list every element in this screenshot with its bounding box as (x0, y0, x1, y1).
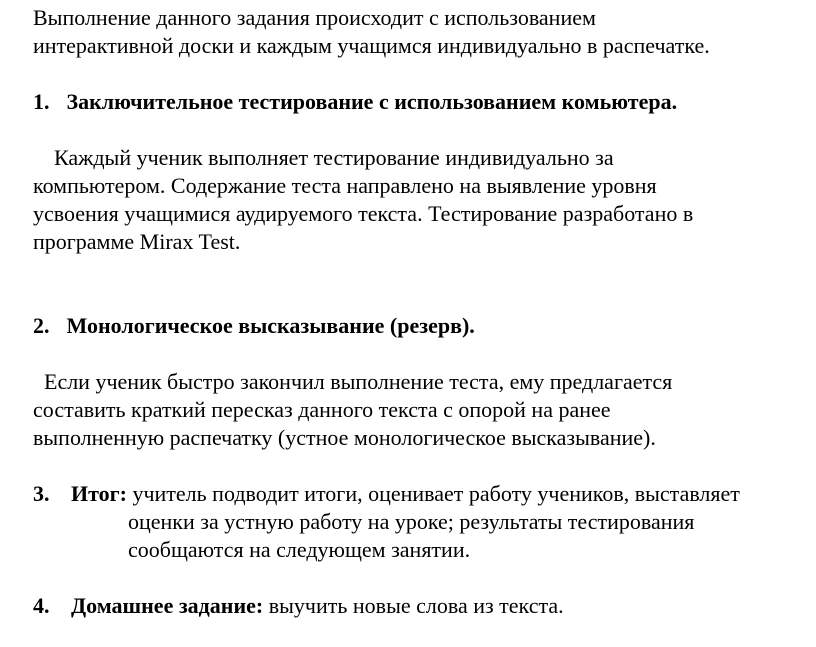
intro-line-2: интерактивной доски и каждым учащимся индивидуально в распечатке. (33, 33, 710, 58)
section-2-line-2: составить краткий пересказ данного текста с опорой на ранее (33, 397, 611, 422)
intro-line-1: Выполнение данного задания происходит с использованием (33, 5, 596, 30)
section-2-title: Монологическое высказывание (резерв). (66, 313, 475, 338)
section-2-number: 2. (33, 313, 50, 338)
section-3-line-1: учитель подводит итоги, оценивает работу учеников, выставляет (132, 481, 740, 506)
section-2-line-1: Если ученик быстро закончил выполнение теста, ему предлагается (44, 369, 673, 394)
section-1-line-2: компьютером. Содержание теста направлено на выявление уровня (33, 173, 657, 198)
section-1-line-1: Каждый ученик выполняет тестирование индивидуально за (54, 145, 614, 170)
section-3-line-2: оценки за устную работу на уроке; результаты тестирования (128, 509, 695, 534)
section-4-heading (33, 592, 564, 620)
section-1-title: Заключительное тестирование с использованием комьютера. (66, 89, 678, 114)
section-1-line-3: усвоения учащимися аудируемого текста. Тестирование разработано в (33, 201, 694, 226)
section-3-heading (33, 480, 740, 508)
section-1-number: 1. (33, 89, 50, 114)
section-1-heading (33, 88, 677, 116)
section-3-number: 3. (33, 481, 50, 506)
section-2-heading (33, 312, 475, 340)
section-2-line-3: выполненную распечатку (устное монологическое высказывание). (33, 425, 656, 450)
section-3-label: Итог: (71, 481, 127, 506)
section-4-text: выучить новые слова из текста. (268, 593, 564, 618)
section-1-line-4: программе Mirax Test. (33, 229, 241, 254)
section-4-label: Домашнее задание: (71, 593, 264, 618)
section-4-number: 4. (33, 593, 50, 618)
section-3-line-3: сообщаются на следующем занятии. (128, 537, 471, 562)
